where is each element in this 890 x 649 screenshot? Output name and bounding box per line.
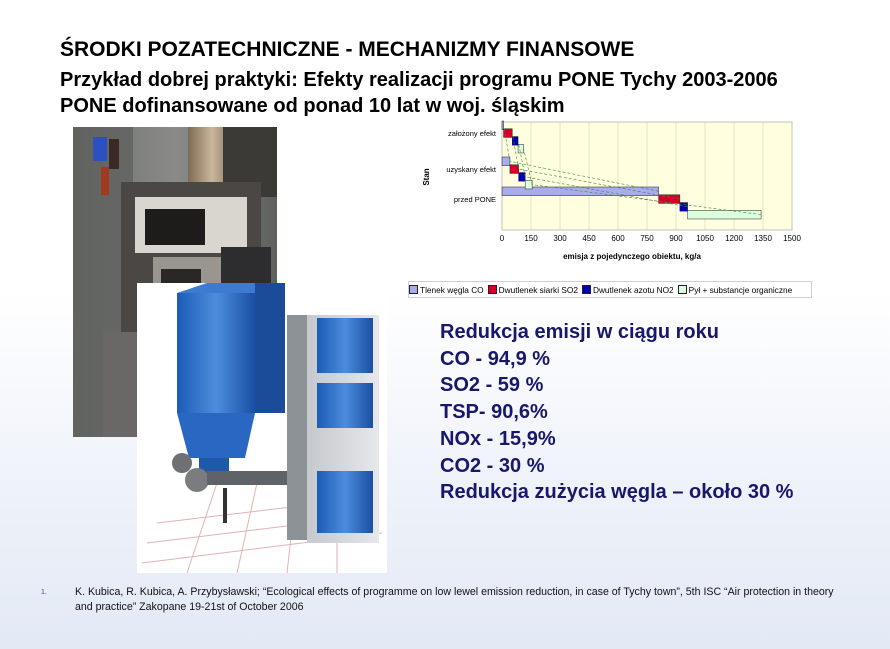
- chart-x-tick-label: 1050: [696, 234, 714, 243]
- legend-swatch-no2: [582, 285, 591, 294]
- chart-bar-segment: [510, 165, 519, 174]
- chart-x-tick-label: 150: [524, 234, 538, 243]
- chart-x-tick-label: 300: [553, 234, 567, 243]
- legend-label-co: Tlenek węgla CO: [420, 284, 484, 295]
- reduction-co: CO - 94,9 %: [440, 347, 551, 370]
- legend-label-no2: Dwutlenek azotu NO2: [592, 284, 674, 295]
- legend-swatch-co: [409, 285, 418, 294]
- chart-x-tick-label: 750: [640, 234, 654, 243]
- footnote-number: 1.: [41, 589, 47, 596]
- chart-bar-segment: [502, 121, 504, 130]
- chart-x-tick-label: 1500: [783, 234, 801, 243]
- emission-chart: [404, 118, 804, 273]
- chart-x-tick-label: 0: [499, 234, 505, 243]
- chart-x-tick-label: 1350: [754, 234, 772, 243]
- chart-bar-segment: [688, 210, 761, 219]
- reduction-coal: Redukcja zużycia węgla – około 30 %: [440, 481, 794, 504]
- chart-legend: [408, 281, 812, 298]
- chart-y-tick-label: przed PONE: [453, 195, 496, 204]
- footnote-citation: K. Kubica, R. Kubica, A. Przybysławski; “Ecological effects of programme on low lewel emission reduction, in case of Tychy town”, 5th ISC “Air protection in theory and practice” Zakopane 19-21st of October 2006: [75, 586, 834, 613]
- chart-bar-segment: [504, 129, 513, 138]
- chart-y-tick-label: założony efekt: [448, 129, 496, 138]
- reduction-co2: CO2 - 30 %: [440, 454, 545, 477]
- chart-bar-segment: [502, 157, 510, 166]
- chart-x-tick-label: 900: [669, 234, 683, 243]
- chart-x-label: emisja z pojedynczego obiektu, kg/a: [563, 252, 701, 261]
- emission-reduction-list: [440, 319, 793, 506]
- legend-item-dust: [678, 285, 793, 295]
- legend-label-so2: Dwutlenek siarki SO2: [498, 284, 578, 295]
- legend-swatch-so2: [488, 285, 497, 294]
- reduction-so2: SO2 - 59 %: [440, 374, 544, 397]
- slide-subtitle-2: PONE dofinansowane od ponad 10 lat w woj. śląskim: [60, 95, 565, 117]
- slide-title: ŚRODKI POZATECHNICZNE - MECHANIZMY FINANSOWE: [60, 38, 635, 61]
- new-boiler-photo: [137, 283, 387, 573]
- legend-label-dust: Pył + substancje organiczne: [688, 284, 793, 295]
- reduction-heading: Redukcja emisji w ciągu roku: [440, 321, 719, 343]
- chart-x-tick-label: 1200: [725, 234, 743, 243]
- legend-item-co: [409, 285, 484, 295]
- reduction-nox: NOx - 15,9%: [440, 427, 556, 450]
- legend-item-so2: [488, 285, 578, 295]
- slide-subtitle-1: Przykład dobrej praktyki: Efekty realizacji programu PONE Tychy 2003-2006: [60, 69, 778, 91]
- chart-y-tick-label: uzyskany efekt: [446, 165, 496, 174]
- chart-x-tick-label: 450: [582, 234, 596, 243]
- chart-bar-segment: [525, 180, 532, 189]
- chart-x-tick-label: 600: [611, 234, 625, 243]
- reduction-tsp: TSP- 90,6%: [440, 401, 548, 424]
- chart-bar-segment: [519, 173, 526, 182]
- chart-y-label: Stan: [422, 168, 431, 186]
- legend-item-no2: [582, 285, 674, 295]
- legend-swatch-dust: [678, 285, 687, 294]
